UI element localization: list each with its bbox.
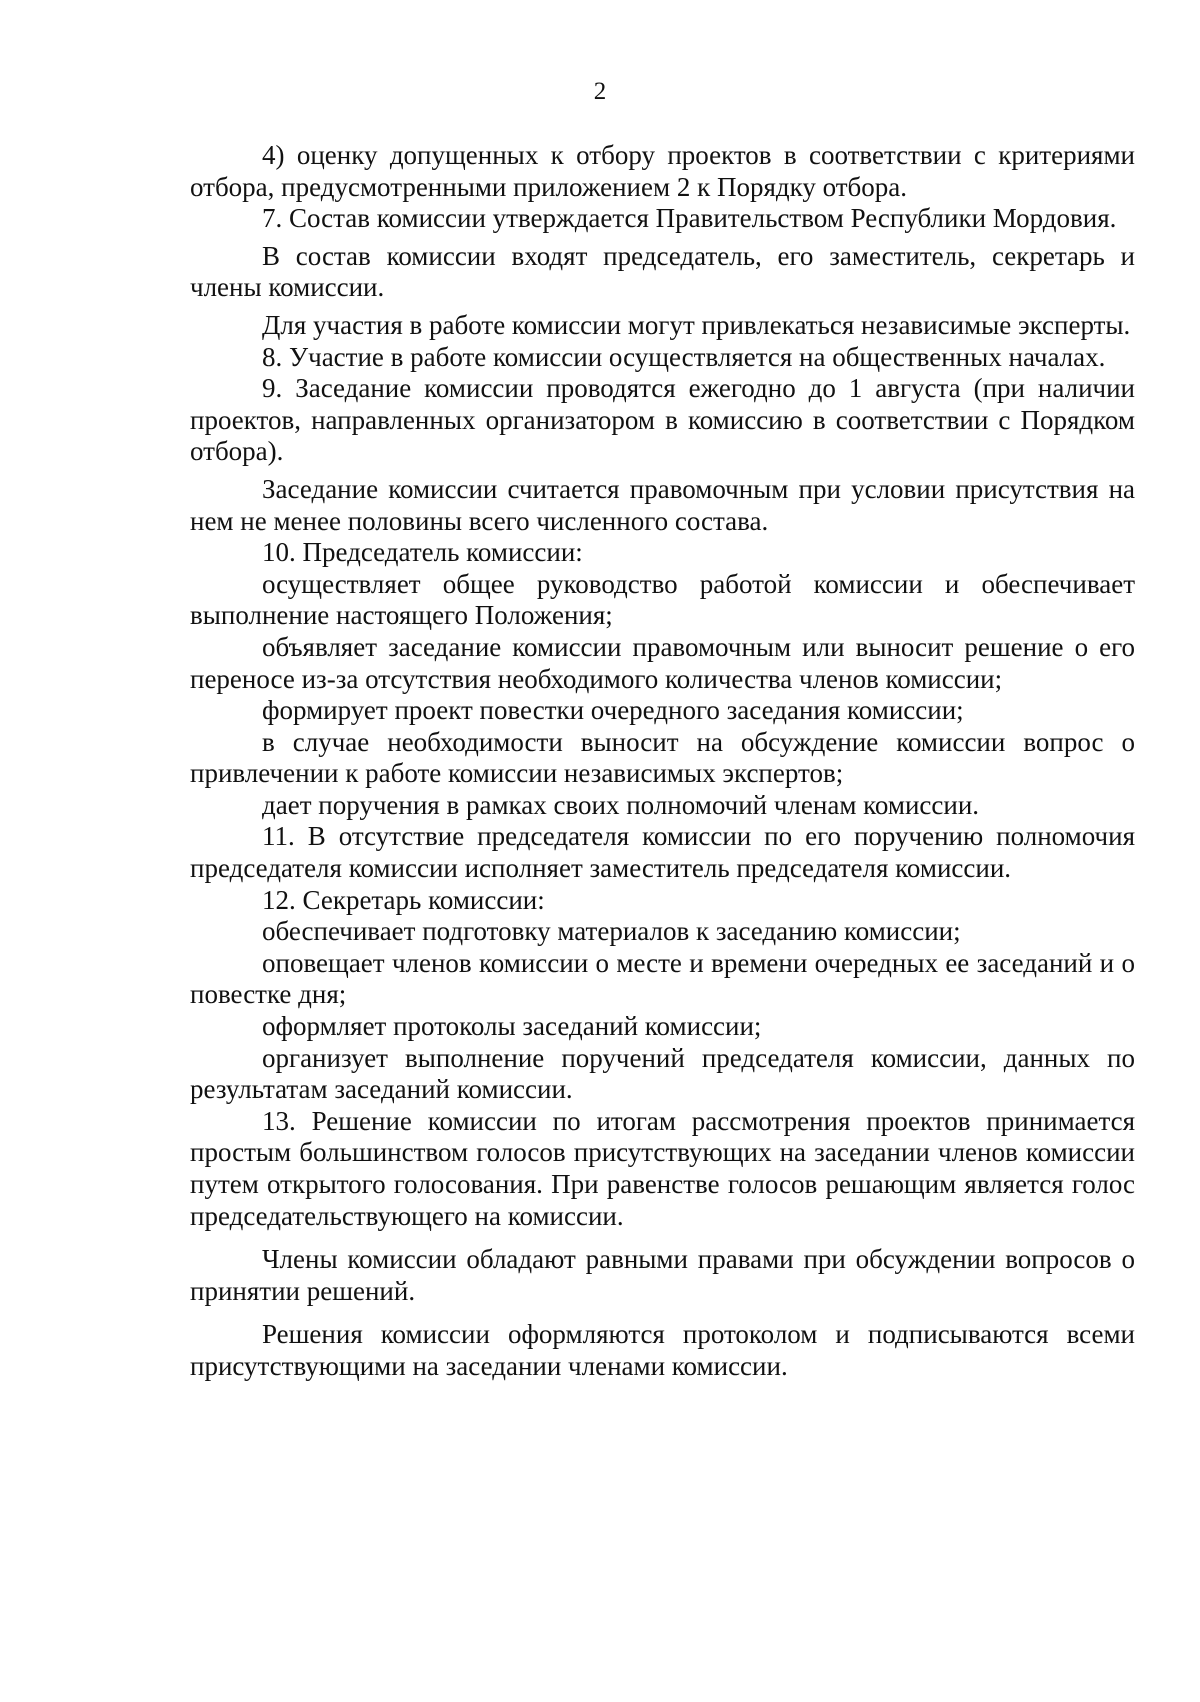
paragraph-experts: Для участия в работе комиссии могут привлекаться независимые эксперты. bbox=[262, 309, 1131, 340]
paragraph-chair-duty-3: формирует проект повестки очередного заседания комиссии; bbox=[262, 695, 964, 726]
paragraph-chair-duty-2: объявляет заседание комиссии правомочным или выносит решение о его переносе из-за отсутствия необходимого количества членов комиссии; bbox=[190, 631, 1135, 694]
paragraph-section-8: 8. Участие в работе комиссии осуществляется на общественных началах. bbox=[262, 341, 1106, 372]
paragraph-section-7: 7. Состав комиссии утверждается Правительством Республики Мордовия. bbox=[262, 203, 1117, 234]
paragraph-section-9: 9. Заседание комиссии проводятся ежегодно до 1 августа (при наличии проектов, направленных организатором в комиссию в соответствии с Порядком отбора). bbox=[190, 373, 1135, 467]
paragraph-chair-duty-5: дает поручения в рамках своих полномочий членам комиссии. bbox=[262, 789, 980, 820]
paragraph-section-13: 13. Решение комиссии по итогам рассмотрения проектов принимается простым большинством голосов присутствующих на заседании членов комиссии путем открытого голосования. При равенстве голосов решающим является голос председательствующего на комиссии. bbox=[190, 1105, 1135, 1231]
paragraph-equal-rights: Члены комиссии обладают равными правами при обсуждении вопросов о принятии решений. bbox=[190, 1244, 1135, 1306]
paragraph-secretary-duty-2: оповещает членов комиссии о месте и времени очередных ее заседаний и о повестке дня; bbox=[190, 947, 1135, 1010]
paragraph-quorum: Заседание комиссии считается правомочным при условии присутствия на нем не менее половины всего численного состава. bbox=[190, 473, 1135, 536]
page-number: 2 bbox=[593, 78, 607, 105]
document-body bbox=[190, 140, 1135, 1383]
paragraph-section-12: 12. Секретарь комиссии: bbox=[262, 884, 545, 915]
paragraph-composition: В состав комиссии входят председатель, его заместитель, секретарь и члены комиссии. bbox=[190, 240, 1135, 303]
paragraph-chair-duty-1: осуществляет общее руководство работой комиссии и обеспечивает выполнение настоящего Положения; bbox=[190, 568, 1135, 631]
paragraph-section-10: 10. Председатель комиссии: bbox=[262, 537, 583, 568]
paragraph-protocol: Решения комиссии оформляются протоколом и подписываются всеми присутствующими на заседании членами комиссии. bbox=[190, 1319, 1135, 1381]
paragraph-section-11: 11. В отсутствие председателя комиссии по его поручению полномочия председателя комиссии исполняет заместитель председателя комиссии. bbox=[190, 821, 1135, 884]
paragraph-secretary-duty-3: оформляет протоколы заседаний комиссии; bbox=[262, 1011, 762, 1042]
paragraph-secretary-duty-1: обеспечивает подготовку материалов к заседанию комиссии; bbox=[262, 916, 961, 947]
paragraph-secretary-duty-4: организует выполнение поручений председателя комиссии, данных по результатам заседаний комиссии. bbox=[190, 1042, 1135, 1105]
paragraph-chair-duty-4: в случае необходимости выносит на обсуждение комиссии вопрос о привлечении к работе комиссии независимых экспертов; bbox=[190, 726, 1135, 789]
paragraph-item-4: 4) оценку допущенных к отбору проектов в соответствии с критериями отбора, предусмотренными приложением 2 к Порядку отбора. bbox=[190, 140, 1135, 202]
